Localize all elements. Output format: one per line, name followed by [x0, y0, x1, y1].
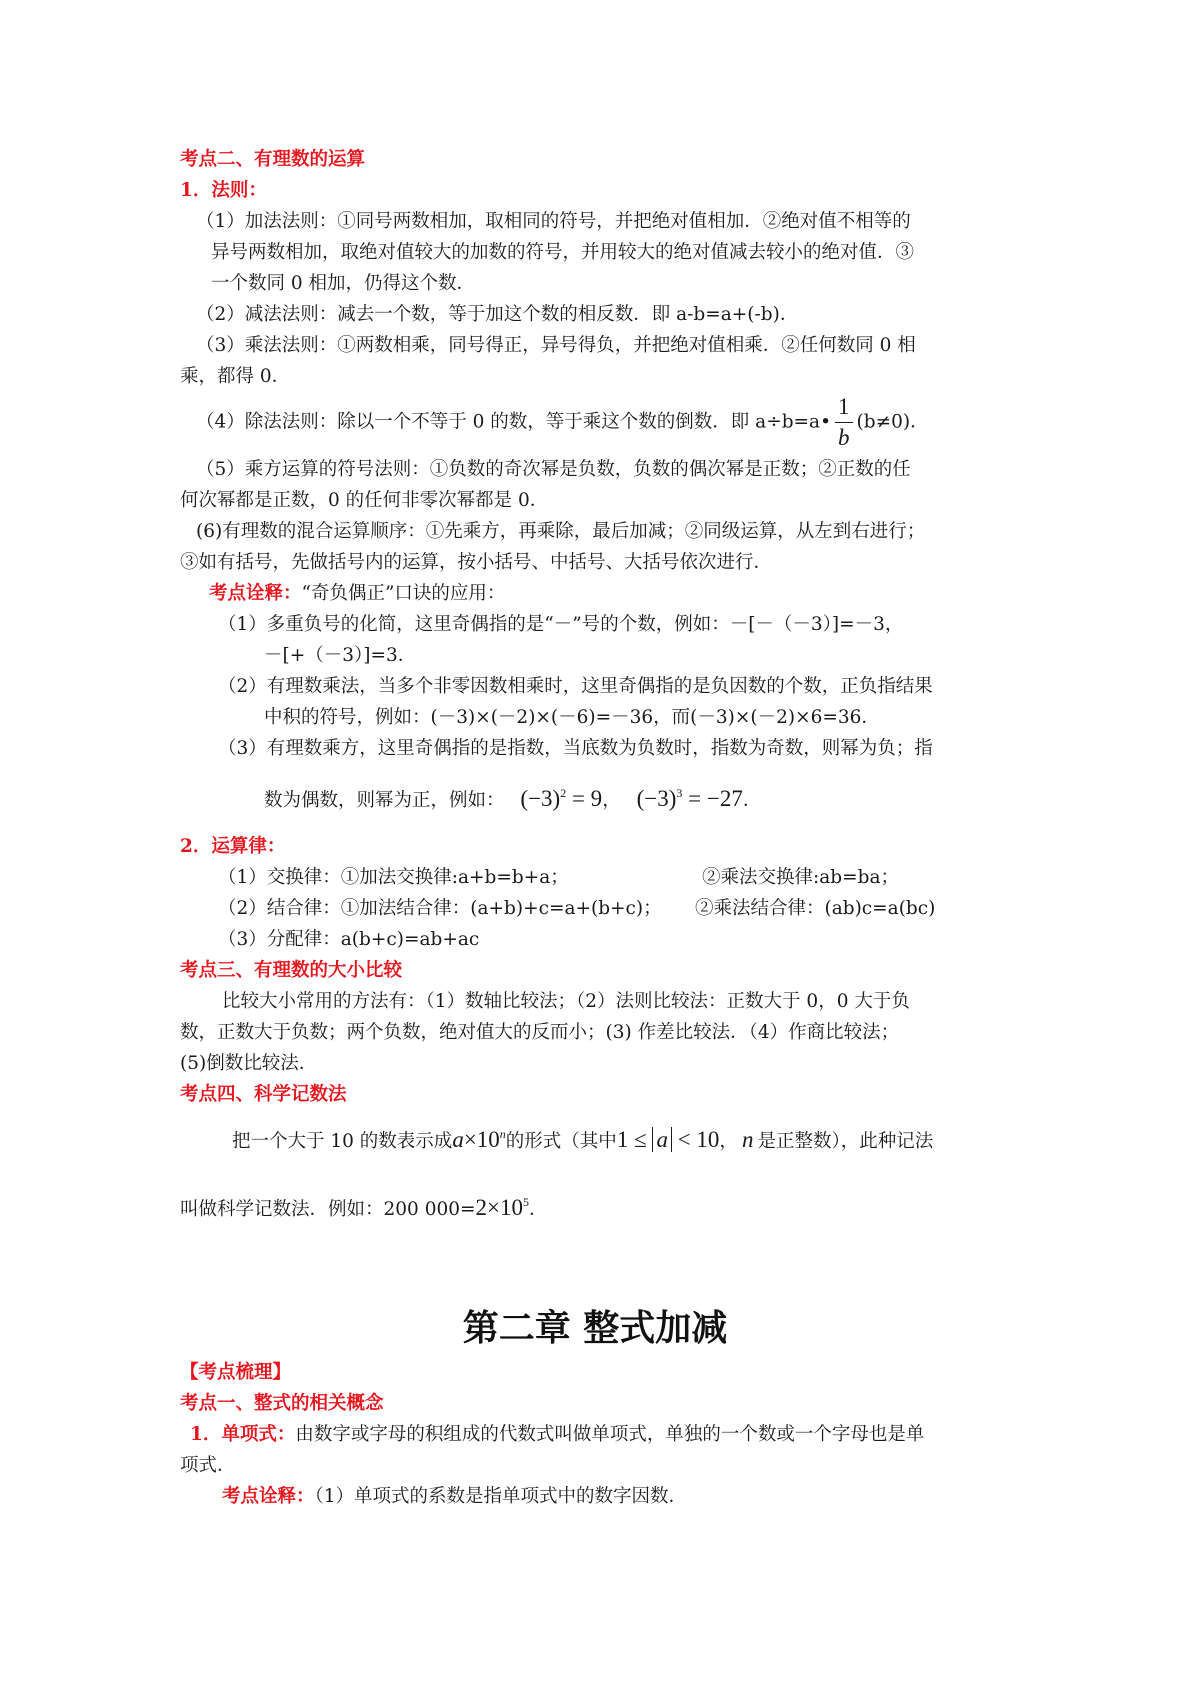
scientific-notation-line: 把一个大于 10 的数表示成$a\times 10^n$的形式（其中1 ≤ a < 10， n 是正整数），此种记法 — [232, 1127, 934, 1152]
laws-heading: 2．运算律： — [180, 836, 286, 857]
note-item: （2）有理数乘法，当多个非零因数相乘时，这里奇偶指的是负因数的个数，正负指结果 — [218, 676, 933, 697]
note-item-continuation: 中积的符号，例如：(－3)×(－2)×(－6)=－36，而(－3)×(－2)×6=36． — [264, 707, 880, 728]
addition-rule-line: 异号两数相加，取绝对值较大的加数的符号，并用较大的绝对值减去较小的绝对值．③ — [211, 242, 915, 263]
note-item-continuation: 数为偶数，则幂为正，例如： — [264, 790, 505, 811]
monomial-definition — [190, 1420, 924, 1450]
sci-formula: $a\times 10^n$ — [452, 1127, 506, 1152]
note-item: （3）有理数乘方，这里奇偶指的是指数，当底数为负数时，指数为奇数，则幂为负；指 — [218, 738, 933, 759]
compare-text-line: 比较大小常用的方法有：（1）数轴比较法；（2）法则比较法：正数大于 0，0 大于负 — [222, 991, 910, 1012]
note-item-continuation: －[+（－3）]=3． — [264, 645, 417, 666]
subtraction-rule: （2）减法法则：减去一个数，等于加这个数的相反数．即 a-b=a+(-b)． — [196, 304, 799, 325]
division-rule-text: （4）除法法则：除以一个不等于 0 的数，等于乘这个数的倒数．即 a÷b=a• — [196, 411, 832, 433]
division-rule-tail: (b≠0)． — [856, 411, 929, 433]
ch2-note-text: （1）单项式的系数是指单项式中的数字因数． — [314, 1486, 688, 1507]
distributive-law: （3）分配律：a(b+c)=ab+ac — [218, 929, 480, 950]
monomial-text: 由数字或字母的积组成的代数式叫做单项式，单独的一个数或一个字母也是单 — [295, 1424, 925, 1445]
associative-law-addition: （2）结合律：①加法结合律：(a+b)+c=a+(b+c)； — [218, 898, 662, 919]
scientific-notation-example: 叫做科学记数法．例如：200 $000=2\times 10^5$． — [180, 1195, 548, 1220]
sci-variable-n: n — [741, 1127, 754, 1152]
section4-heading: 考点四、科学记数法 — [180, 1084, 347, 1105]
fraction-denominator: b — [838, 425, 850, 450]
review-heading: 【考点梳理】 — [180, 1362, 292, 1383]
compare-text-line: (5)倒数比较法． — [180, 1053, 318, 1074]
monomial-label: 1．单项式： — [190, 1424, 296, 1445]
section3-heading: 考点三、有理数的大小比较 — [180, 960, 403, 981]
multiplication-rule-line: （3）乘法法则：①两数相乘，同号得正，异号得负，并把绝对值相乘．②任何数同 0 相 — [196, 335, 916, 356]
sci-example-value: $2\times 10^5$ — [475, 1195, 529, 1220]
ch2-section1-heading: 考点一、整式的相关概念 — [180, 1393, 384, 1414]
power-rule-line: （5）乘方运算的符号法则：①负数的奇次幂是负数，负数的偶次幂是正数；②正数的任 — [196, 459, 911, 480]
ch2-note-label: 考点诠释： — [222, 1486, 315, 1507]
power-example-2: $(-3)^3 = -27$ — [636, 786, 743, 811]
note-line — [209, 579, 505, 609]
multiplication-rule-line: 乘，都得 0． — [180, 366, 291, 387]
division-rule — [196, 392, 929, 453]
compare-text-line: 数，正数大于负数；两个负数，绝对值大的反而小；(3) 作差比较法．（4）作商比较法； — [180, 1022, 900, 1043]
commutative-law-addition: （1）交换律：①加法交换律:a+b=b+a； — [218, 867, 569, 888]
power-example-1: $(-3)^2 = 9$ — [520, 786, 603, 811]
power-example-line: 数为偶数，则幂为正，例如： $(-3)^2 = 9$， $(-3)^3 = -27$． — [264, 786, 762, 811]
note-intro: “奇负偶正”口诀的应用： — [301, 583, 506, 604]
fraction-numerator: 1 — [835, 392, 853, 423]
reciprocal-fraction — [835, 392, 853, 453]
note-label: 考点诠释： — [209, 583, 302, 604]
note-item: （1）多重负号的化简，这里奇偶指的是“－”号的个数，例如：－[－（－3）]=－3， — [218, 614, 904, 635]
power-rule-line: 何次幂都是正数，0 的任何非零次幂都是 0． — [180, 490, 549, 511]
section2-heading: 考点二、有理数的运算 — [180, 149, 366, 170]
ch2-note-line — [222, 1482, 687, 1512]
commutative-law-multiplication: ②乘法交换律:ab=ba； — [702, 867, 899, 888]
mixed-order-line: ③如有括号，先做括号内的运算，按小括号、中括号、大括号依次进行． — [180, 552, 773, 573]
rules-heading: 1．法则： — [180, 180, 267, 201]
addition-rule-line: （1）加法法则：①同号两数相加，取相同的符号，并把绝对值相加．②绝对值不相等的 — [196, 211, 911, 232]
mixed-order-line: (6)有理数的混合运算顺序：①先乘方，再乘除，最后加减；②同级运算，从左到右进行； — [196, 521, 926, 542]
chapter-title: 第二章 整式加减 — [462, 1308, 728, 1349]
addition-rule-line: 一个数同 0 相加，仍得这个数． — [211, 273, 476, 294]
associative-law-multiplication: ②乘法结合律：(ab)c=a(bc) — [695, 898, 936, 919]
monomial-text-continuation: 项式． — [180, 1455, 236, 1476]
sci-condition: 1 ≤ a < 10 — [616, 1127, 720, 1152]
